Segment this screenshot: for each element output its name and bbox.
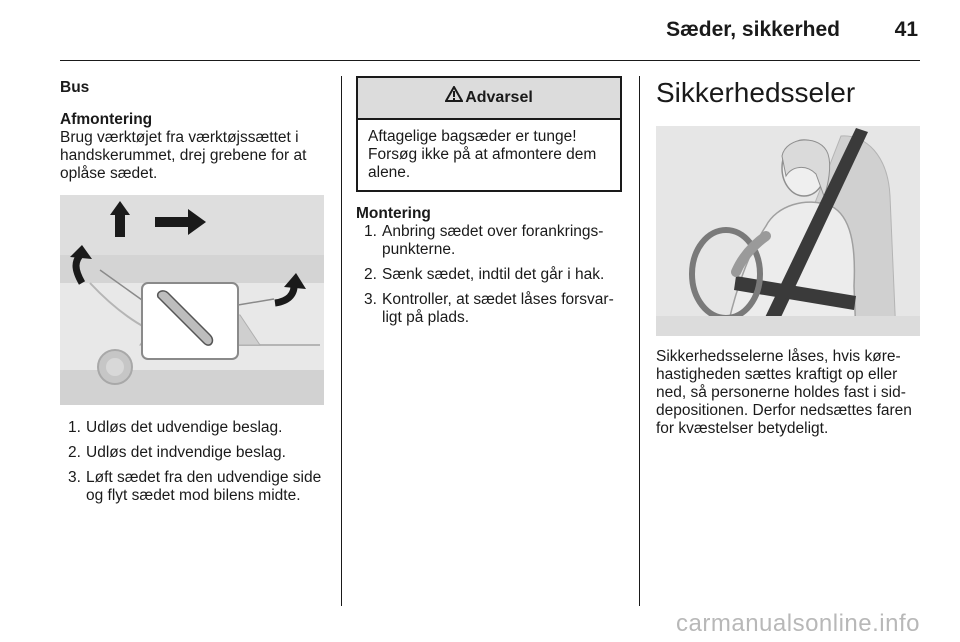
- list-item: [60, 444, 328, 462]
- seat-removal-illustration: [60, 195, 324, 405]
- seatbelt-driver-illustration: [656, 126, 920, 336]
- step-text: Udløs det udvendige beslag.: [86, 419, 283, 436]
- warning-header: [358, 78, 620, 120]
- section-heading-sikkerhedsseler: Sikkerhedsseler: [656, 77, 856, 108]
- step-number: 3.: [364, 291, 377, 308]
- mounting-steps-list: [356, 223, 622, 327]
- page-header-title: Sæder, sikkerhed: [666, 18, 840, 41]
- watermark-text: carmanualsonline.info: [676, 610, 920, 637]
- warning-title: Advarsel: [465, 89, 533, 107]
- section-title-bus: Bus: [60, 79, 90, 96]
- list-item: [356, 266, 622, 284]
- warning-triangle-icon: [445, 78, 463, 118]
- list-item: [356, 223, 622, 259]
- step-number: 3.: [68, 469, 81, 486]
- step-text: Udløs det indvendige beslag.: [86, 444, 286, 461]
- step-text: Anbring sædet over forankrings-punkterne.: [382, 223, 604, 258]
- header-rule: [60, 60, 920, 61]
- removal-steps-list: [60, 419, 328, 505]
- step-text: Kontroller, at sædet låses forsvar-ligt på plads.: [382, 291, 614, 326]
- step-text: Sænk sædet, indtil det går i hak.: [382, 266, 605, 283]
- column-bus-removal: [60, 79, 328, 512]
- warning-text: Aftagelige bagsæder er tunge! Forsøg ikke på at afmontere dem alene.: [368, 128, 597, 181]
- step-number: 1.: [364, 223, 377, 240]
- column-divider-right: [639, 76, 640, 606]
- list-item: [60, 419, 328, 437]
- step-text: Løft sædet fra den udvendige side og flyt sædet mod bilens midte.: [86, 469, 322, 504]
- subheading-afmontering: Afmontering: [60, 111, 153, 128]
- warning-box: [356, 76, 622, 192]
- list-item: [356, 291, 622, 327]
- page-number: 41: [894, 18, 918, 41]
- seatbelt-description-text: Sikkerhedsselerne låses, hvis køre-hastigheden sættes kraftigt op eller ned, så personerne holdes fast i sid-depositionen. Derfor nedsættes faren for kvæstelser betydeligt.: [656, 348, 912, 437]
- column-seat-belts: [656, 76, 920, 438]
- step-number: 2.: [364, 266, 377, 283]
- column-divider-left: [341, 76, 342, 606]
- step-number: 1.: [68, 419, 81, 436]
- step-number: 2.: [68, 444, 81, 461]
- subheading-montering: Montering: [356, 205, 431, 222]
- column-warning-mounting: [356, 76, 622, 334]
- removal-intro-text: Brug værktøjet fra værktøjssættet i handskerummet, drej grebene for at oplåse sædet.: [60, 129, 307, 182]
- list-item: [60, 469, 328, 505]
